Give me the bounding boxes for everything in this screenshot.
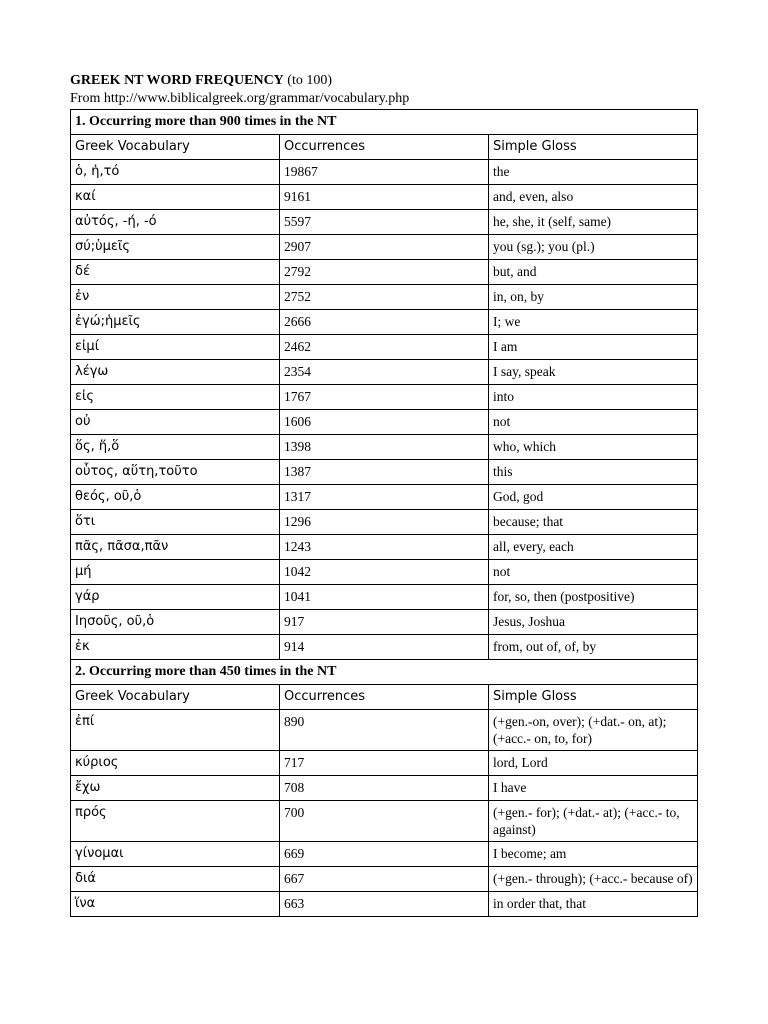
occurrences-cell: 708 [279,776,488,801]
table-row [71,776,698,801]
greek-word-cell: ἵνα [71,892,280,917]
occurrences-cell: 1042 [279,560,488,585]
column-header-gloss: Simple Gloss [488,685,697,710]
section-title: 1. Occurring more than 900 times in the NT [71,110,698,135]
table-row [71,535,698,560]
table-row [71,610,698,635]
greek-word-cell: λέγω [71,360,280,385]
table-row [71,310,698,335]
gloss-cell: in order that, that [488,892,697,917]
table-row [71,510,698,535]
gloss-cell: from, out of, of, by [488,635,697,660]
section-title: 2. Occurring more than 450 times in the NT [71,660,698,685]
greek-word-cell: μή [71,560,280,585]
greek-word-cell: ἐπί [71,710,280,751]
table-row [71,160,698,185]
table-row [71,585,698,610]
document-title [70,72,700,90]
table-row [71,410,698,435]
greek-word-cell: δέ [71,260,280,285]
greek-word-cell: θεός, οῦ,ὁ [71,485,280,510]
occurrences-cell: 1243 [279,535,488,560]
gloss-cell: the [488,160,697,185]
occurrences-cell: 1606 [279,410,488,435]
gloss-cell: I have [488,776,697,801]
table-row [71,235,698,260]
greek-word-cell: καί [71,185,280,210]
greek-word-cell: ἐκ [71,635,280,660]
table-row [71,210,698,235]
greek-word-cell: οὗτος, αὕτη,τοῦτο [71,460,280,485]
occurrences-cell: 1398 [279,435,488,460]
column-header-greek: Greek Vocabulary [71,135,280,160]
gloss-cell: not [488,410,697,435]
gloss-cell: I am [488,335,697,360]
gloss-cell: all, every, each [488,535,697,560]
greek-word-cell: γίνομαι [71,842,280,867]
gloss-cell: you (sg.); you (pl.) [488,235,697,260]
occurrences-cell: 2792 [279,260,488,285]
section-title-row [71,660,698,685]
gloss-cell: not [488,560,697,585]
occurrences-cell: 1041 [279,585,488,610]
greek-word-cell: ὅτι [71,510,280,535]
occurrences-cell: 19867 [279,160,488,185]
occurrences-cell: 2462 [279,335,488,360]
occurrences-cell: 890 [279,710,488,751]
column-header-row [71,135,698,160]
table-row [71,892,698,917]
occurrences-cell: 2752 [279,285,488,310]
gloss-cell: who, which [488,435,697,460]
gloss-cell: this [488,460,697,485]
occurrences-cell: 1387 [279,460,488,485]
gloss-cell: I say, speak [488,360,697,385]
table-row [71,710,698,751]
greek-word-cell: πρός [71,801,280,842]
occurrences-cell: 663 [279,892,488,917]
table-row [71,842,698,867]
table-row [71,560,698,585]
table-row [71,485,698,510]
occurrences-cell: 2666 [279,310,488,335]
gloss-cell: God, god [488,485,697,510]
title-suffix: (to 100) [283,73,333,88]
column-header-row [71,685,698,710]
greek-word-cell: Ιησοῦς, οῦ,ὁ [71,610,280,635]
table-row [71,335,698,360]
greek-word-cell: ἐγώ;ἡμεῖς [71,310,280,335]
greek-word-cell: διά [71,867,280,892]
table-row [71,385,698,410]
greek-word-cell: ὅς, ἥ,ὅ [71,435,280,460]
occurrences-cell: 917 [279,610,488,635]
column-header-occurrences: Occurrences [279,685,488,710]
column-header-gloss: Simple Gloss [488,135,697,160]
gloss-cell: and, even, also [488,185,697,210]
gloss-cell: Jesus, Joshua [488,610,697,635]
source-line: From http://www.biblicalgreek.org/grammar/vocabulary.php [70,91,410,106]
document-header [70,72,700,107]
table-body [71,110,698,917]
occurrences-cell: 717 [279,751,488,776]
table-row [71,285,698,310]
vocabulary-table [70,109,698,917]
occurrences-cell: 700 [279,801,488,842]
greek-word-cell: γάρ [71,585,280,610]
table-row [71,751,698,776]
gloss-cell: (+gen.- for); (+dat.- at); (+acc.- to, against) [488,801,697,842]
table-row [71,867,698,892]
occurrences-cell: 5597 [279,210,488,235]
gloss-cell: into [488,385,697,410]
gloss-cell: (+gen.-on, over); (+dat.- on, at); (+acc.- on, to, for) [488,710,697,751]
occurrences-cell: 914 [279,635,488,660]
greek-word-cell: εἰμί [71,335,280,360]
table-row [71,185,698,210]
occurrences-cell: 2354 [279,360,488,385]
table-row [71,635,698,660]
table-row [71,360,698,385]
greek-word-cell: σύ;ὑμεῖς [71,235,280,260]
gloss-cell: in, on, by [488,285,697,310]
gloss-cell: lord, Lord [488,751,697,776]
occurrences-cell: 1296 [279,510,488,535]
table-row [71,460,698,485]
greek-word-cell: ἔχω [71,776,280,801]
gloss-cell: he, she, it (self, same) [488,210,697,235]
occurrences-cell: 1317 [279,485,488,510]
section-title-row [71,110,698,135]
greek-word-cell: αὐτός, -ή, -ό [71,210,280,235]
table-row [71,801,698,842]
occurrences-cell: 1767 [279,385,488,410]
title-main: GREEK NT WORD FREQUENCY [70,73,284,88]
gloss-cell: for, so, then (postpositive) [488,585,697,610]
gloss-cell: because; that [488,510,697,535]
gloss-cell: I become; am [488,842,697,867]
gloss-cell: I; we [488,310,697,335]
greek-word-cell: πᾶς, πᾶσα,πᾶν [71,535,280,560]
table-row [71,260,698,285]
occurrences-cell: 669 [279,842,488,867]
occurrences-cell: 9161 [279,185,488,210]
table-row [71,435,698,460]
greek-word-cell: ἐν [71,285,280,310]
greek-word-cell: εἰς [71,385,280,410]
greek-word-cell: κύριος [71,751,280,776]
greek-word-cell: οὐ [71,410,280,435]
column-header-occurrences: Occurrences [279,135,488,160]
occurrences-cell: 2907 [279,235,488,260]
gloss-cell: but, and [488,260,697,285]
occurrences-cell: 667 [279,867,488,892]
gloss-cell: (+gen.- through); (+acc.- because of) [488,867,697,892]
column-header-greek: Greek Vocabulary [71,685,280,710]
greek-word-cell: ὁ, ἡ,τό [71,160,280,185]
